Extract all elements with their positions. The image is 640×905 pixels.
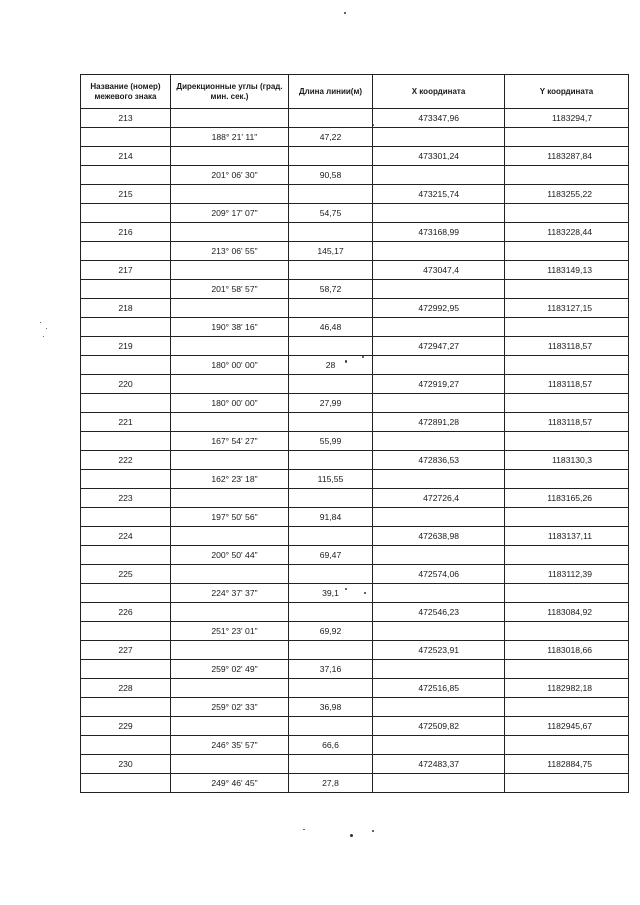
y-coordinate-cell: 1183165,26 (505, 489, 629, 508)
point-name-cell: 227 (81, 641, 171, 660)
empty-cell (289, 109, 373, 128)
y-coordinate-cell: 1182945,67 (505, 717, 629, 736)
empty-cell (171, 679, 289, 698)
point-name-cell: 222 (81, 451, 171, 470)
empty-cell (171, 489, 289, 508)
empty-cell (373, 356, 505, 375)
empty-cell (81, 204, 171, 223)
y-coordinate-cell: 1183149,13 (505, 261, 629, 280)
empty-cell (289, 641, 373, 660)
empty-cell (81, 774, 171, 793)
x-coordinate-cell: 472947,27 (373, 337, 505, 356)
y-coordinate-cell: 1183294,7 (505, 109, 629, 128)
empty-cell (505, 280, 629, 299)
x-coordinate-cell: 472574,06 (373, 565, 505, 584)
y-coordinate-cell: 1183287,84 (505, 147, 629, 166)
table-row (81, 166, 629, 185)
empty-cell (505, 204, 629, 223)
x-coordinate-cell: 473215,74 (373, 185, 505, 204)
empty-cell (373, 470, 505, 489)
y-coordinate-cell: 1183118,57 (505, 337, 629, 356)
empty-cell (171, 717, 289, 736)
scan-speck (303, 829, 305, 830)
line-length-cell: 27,8 (289, 774, 373, 793)
empty-cell (171, 565, 289, 584)
line-length-cell: 47,22 (289, 128, 373, 147)
empty-cell (81, 394, 171, 413)
empty-cell (373, 774, 505, 793)
empty-cell (289, 185, 373, 204)
empty-cell (289, 337, 373, 356)
table-row (81, 451, 629, 470)
empty-cell (373, 204, 505, 223)
line-length-cell: 54,75 (289, 204, 373, 223)
direction-angle-cell: 162° 23' 18" (171, 470, 289, 489)
empty-cell (171, 299, 289, 318)
empty-cell (81, 242, 171, 261)
header-x: X координата (373, 75, 505, 109)
empty-cell (171, 413, 289, 432)
empty-cell (289, 565, 373, 584)
table-row (81, 337, 629, 356)
table-row (81, 641, 629, 660)
x-coordinate-cell: 472891,28 (373, 413, 505, 432)
table-row (81, 432, 629, 451)
scan-speck (372, 124, 374, 126)
table-body (81, 109, 629, 793)
empty-cell (289, 603, 373, 622)
x-coordinate-cell: 472546,23 (373, 603, 505, 622)
empty-cell (505, 318, 629, 337)
empty-cell (505, 242, 629, 261)
direction-angle-cell: 224° 37' 37" (171, 584, 289, 603)
line-length-cell: 66,6 (289, 736, 373, 755)
point-name-cell: 215 (81, 185, 171, 204)
empty-cell (81, 508, 171, 527)
empty-cell (373, 280, 505, 299)
point-name-cell: 223 (81, 489, 171, 508)
direction-angle-cell: 167° 54' 27" (171, 432, 289, 451)
empty-cell (171, 451, 289, 470)
table-row (81, 223, 629, 242)
empty-cell (505, 774, 629, 793)
table-row (81, 280, 629, 299)
empty-cell (171, 223, 289, 242)
empty-cell (373, 166, 505, 185)
table-row (81, 508, 629, 527)
table-row (81, 128, 629, 147)
table-row (81, 565, 629, 584)
direction-angle-cell: 251° 23' 01" (171, 622, 289, 641)
y-coordinate-cell: 1183228,44 (505, 223, 629, 242)
empty-cell (373, 660, 505, 679)
x-coordinate-cell: 473047,4 (373, 261, 505, 280)
x-coordinate-cell: 472638,98 (373, 527, 505, 546)
direction-angle-cell: 249° 46' 45" (171, 774, 289, 793)
table-row (81, 603, 629, 622)
point-name-cell: 230 (81, 755, 171, 774)
line-length-cell: 91,84 (289, 508, 373, 527)
empty-cell (505, 432, 629, 451)
header-y: Y координата (505, 75, 629, 109)
point-name-cell: 224 (81, 527, 171, 546)
x-coordinate-cell: 472992,95 (373, 299, 505, 318)
empty-cell (373, 736, 505, 755)
table-row (81, 736, 629, 755)
table-row (81, 698, 629, 717)
empty-cell (171, 641, 289, 660)
empty-cell (505, 736, 629, 755)
empty-cell (373, 394, 505, 413)
empty-cell (505, 622, 629, 641)
table-row (81, 660, 629, 679)
empty-cell (171, 261, 289, 280)
empty-cell (373, 698, 505, 717)
empty-cell (81, 128, 171, 147)
direction-angle-cell: 190° 38' 16" (171, 318, 289, 337)
table-row (81, 147, 629, 166)
direction-angle-cell: 188° 21' 11" (171, 128, 289, 147)
empty-cell (505, 394, 629, 413)
empty-cell (373, 546, 505, 565)
empty-cell (289, 755, 373, 774)
table-row (81, 774, 629, 793)
table-row (81, 204, 629, 223)
direction-angle-cell: 246° 35' 57" (171, 736, 289, 755)
scan-speck (344, 12, 346, 14)
scan-speck (350, 834, 353, 837)
line-length-cell: 28 (289, 356, 373, 375)
point-name-cell: 225 (81, 565, 171, 584)
empty-cell (373, 242, 505, 261)
empty-cell (505, 698, 629, 717)
empty-cell (373, 318, 505, 337)
y-coordinate-cell: 1183118,57 (505, 375, 629, 394)
table-row (81, 375, 629, 394)
y-coordinate-cell: 1183130,3 (505, 451, 629, 470)
empty-cell (171, 147, 289, 166)
table-row (81, 242, 629, 261)
line-length-cell: 27,99 (289, 394, 373, 413)
x-coordinate-cell: 472516,85 (373, 679, 505, 698)
direction-angle-cell: 201° 58' 57" (171, 280, 289, 299)
empty-cell (289, 223, 373, 242)
table-row (81, 185, 629, 204)
scan-speck (40, 322, 41, 323)
line-length-cell: 69,92 (289, 622, 373, 641)
scan-speck (364, 592, 366, 594)
point-name-cell: 213 (81, 109, 171, 128)
point-name-cell: 217 (81, 261, 171, 280)
table-row (81, 622, 629, 641)
direction-angle-cell: 200° 50' 44" (171, 546, 289, 565)
table-row (81, 527, 629, 546)
x-coordinate-cell: 473301,24 (373, 147, 505, 166)
point-name-cell: 219 (81, 337, 171, 356)
empty-cell (505, 128, 629, 147)
empty-cell (289, 299, 373, 318)
scan-speck (345, 360, 347, 363)
x-coordinate-cell: 472836,53 (373, 451, 505, 470)
empty-cell (373, 622, 505, 641)
x-coordinate-cell: 472509,82 (373, 717, 505, 736)
y-coordinate-cell: 1182884,75 (505, 755, 629, 774)
direction-angle-cell: 209° 17' 07" (171, 204, 289, 223)
table-header-row (81, 75, 629, 109)
direction-angle-cell: 180° 00' 00" (171, 356, 289, 375)
y-coordinate-cell: 1183112,39 (505, 565, 629, 584)
scan-speck (362, 356, 364, 358)
empty-cell (289, 717, 373, 736)
empty-cell (373, 432, 505, 451)
empty-cell (171, 337, 289, 356)
line-length-cell: 37,16 (289, 660, 373, 679)
x-coordinate-cell: 472726,4 (373, 489, 505, 508)
line-length-cell: 55,99 (289, 432, 373, 451)
empty-cell (373, 508, 505, 527)
x-coordinate-cell: 473347,96 (373, 109, 505, 128)
point-name-cell: 229 (81, 717, 171, 736)
point-name-cell: 226 (81, 603, 171, 622)
direction-angle-cell: 213° 06' 55" (171, 242, 289, 261)
empty-cell (81, 432, 171, 451)
empty-cell (81, 622, 171, 641)
table-row (81, 299, 629, 318)
table-row (81, 546, 629, 565)
empty-cell (289, 527, 373, 546)
point-name-cell: 221 (81, 413, 171, 432)
empty-cell (373, 584, 505, 603)
direction-angle-cell: 197° 50' 56" (171, 508, 289, 527)
empty-cell (505, 508, 629, 527)
empty-cell (505, 660, 629, 679)
scan-speck (43, 336, 44, 337)
line-length-cell: 46,48 (289, 318, 373, 337)
empty-cell (81, 546, 171, 565)
empty-cell (289, 413, 373, 432)
empty-cell (81, 280, 171, 299)
y-coordinate-cell: 1183137,11 (505, 527, 629, 546)
line-length-cell: 58,72 (289, 280, 373, 299)
empty-cell (289, 375, 373, 394)
direction-angle-cell: 180° 00' 00" (171, 394, 289, 413)
table-row (81, 679, 629, 698)
scan-speck (345, 588, 347, 590)
empty-cell (81, 318, 171, 337)
table-row (81, 413, 629, 432)
table-row (81, 394, 629, 413)
direction-angle-cell: 201° 06' 30" (171, 166, 289, 185)
empty-cell (505, 470, 629, 489)
empty-cell (289, 679, 373, 698)
empty-cell (81, 166, 171, 185)
empty-cell (171, 755, 289, 774)
table-row (81, 717, 629, 736)
empty-cell (289, 451, 373, 470)
empty-cell (373, 128, 505, 147)
y-coordinate-cell: 1182982,18 (505, 679, 629, 698)
line-length-cell: 115,55 (289, 470, 373, 489)
x-coordinate-cell: 473168,99 (373, 223, 505, 242)
empty-cell (171, 603, 289, 622)
table-row (81, 356, 629, 375)
y-coordinate-cell: 1183118,57 (505, 413, 629, 432)
header-angle: Дирекционные углы (град. мин. сек.) (171, 75, 289, 109)
line-length-cell: 145,17 (289, 242, 373, 261)
y-coordinate-cell: 1183084,92 (505, 603, 629, 622)
empty-cell (81, 736, 171, 755)
table-row (81, 318, 629, 337)
empty-cell (505, 166, 629, 185)
empty-cell (289, 489, 373, 508)
line-length-cell: 90,58 (289, 166, 373, 185)
line-length-cell: 36,98 (289, 698, 373, 717)
x-coordinate-cell: 472523,91 (373, 641, 505, 660)
y-coordinate-cell: 1183018,66 (505, 641, 629, 660)
table-row (81, 470, 629, 489)
direction-angle-cell: 259° 02' 33" (171, 698, 289, 717)
table-row (81, 584, 629, 603)
empty-cell (505, 584, 629, 603)
point-name-cell: 216 (81, 223, 171, 242)
empty-cell (171, 375, 289, 394)
header-length: Длина линии(м) (289, 75, 373, 109)
line-length-cell: 69,47 (289, 546, 373, 565)
empty-cell (171, 109, 289, 128)
empty-cell (289, 147, 373, 166)
empty-cell (171, 527, 289, 546)
table-row (81, 109, 629, 128)
boundary-coordinates-table (80, 74, 629, 793)
scan-speck (372, 830, 374, 832)
empty-cell (81, 356, 171, 375)
line-length-cell: 39,1 (289, 584, 373, 603)
empty-cell (81, 584, 171, 603)
point-name-cell: 218 (81, 299, 171, 318)
point-name-cell: 228 (81, 679, 171, 698)
table-row (81, 489, 629, 508)
empty-cell (81, 470, 171, 489)
y-coordinate-cell: 1183127,15 (505, 299, 629, 318)
direction-angle-cell: 259° 02' 49" (171, 660, 289, 679)
empty-cell (171, 185, 289, 204)
empty-cell (81, 660, 171, 679)
scan-speck (46, 328, 47, 329)
empty-cell (289, 261, 373, 280)
x-coordinate-cell: 472483,37 (373, 755, 505, 774)
point-name-cell: 220 (81, 375, 171, 394)
x-coordinate-cell: 472919,27 (373, 375, 505, 394)
table-row (81, 755, 629, 774)
empty-cell (81, 698, 171, 717)
y-coordinate-cell: 1183255,22 (505, 185, 629, 204)
table-row (81, 261, 629, 280)
header-name: Название (номер) межевого знака (81, 75, 171, 109)
empty-cell (505, 356, 629, 375)
point-name-cell: 214 (81, 147, 171, 166)
empty-cell (505, 546, 629, 565)
